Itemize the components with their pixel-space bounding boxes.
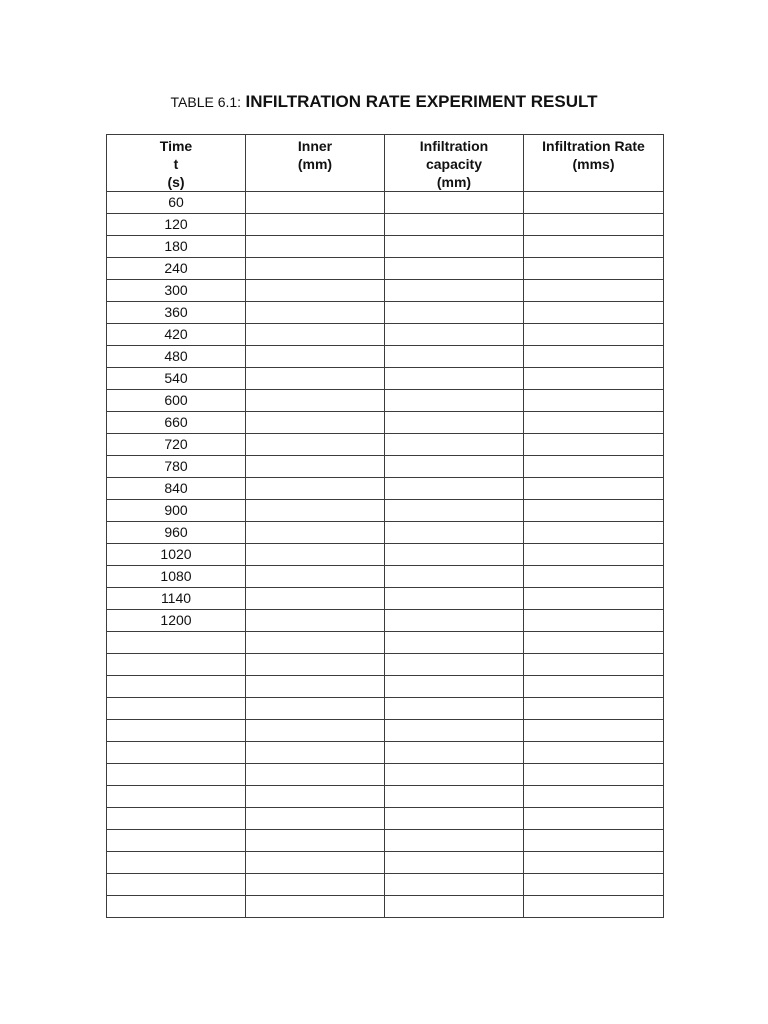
table-row — [107, 368, 664, 390]
cell-infiltration-rate — [524, 500, 664, 522]
cell-inner — [246, 830, 385, 852]
cell-infiltration-rate — [524, 654, 664, 676]
cell-time: 60 — [107, 192, 246, 214]
cell-inner — [246, 896, 385, 918]
header-time-line-3: (s) — [167, 174, 185, 190]
cell-inner — [246, 588, 385, 610]
cell-infiltration-rate — [524, 830, 664, 852]
cell-infiltration-rate — [524, 676, 664, 698]
cell-infiltration-rate — [524, 720, 664, 742]
table-row — [107, 434, 664, 456]
cell-inner — [246, 764, 385, 786]
table-row — [107, 632, 664, 654]
table-row — [107, 522, 664, 544]
cell-inner — [246, 632, 385, 654]
table-row — [107, 214, 664, 236]
table-row — [107, 720, 664, 742]
table-row — [107, 808, 664, 830]
cell-infiltration-capacity — [385, 632, 524, 654]
cell-infiltration-capacity — [385, 852, 524, 874]
cell-infiltration-capacity — [385, 346, 524, 368]
cell-inner — [246, 874, 385, 896]
cell-inner — [246, 280, 385, 302]
table-number: TABLE 6.1: — [170, 94, 242, 110]
cell-time — [107, 830, 246, 852]
cell-infiltration-rate — [524, 808, 664, 830]
cell-inner — [246, 324, 385, 346]
cell-infiltration-rate — [524, 434, 664, 456]
cell-infiltration-capacity — [385, 720, 524, 742]
cell-infiltration-rate — [524, 302, 664, 324]
table-row — [107, 654, 664, 676]
cell-time: 420 — [107, 324, 246, 346]
cell-infiltration-rate — [524, 236, 664, 258]
cell-inner — [246, 742, 385, 764]
cell-time — [107, 698, 246, 720]
table-row — [107, 786, 664, 808]
cell-infiltration-rate — [524, 852, 664, 874]
cell-inner — [246, 214, 385, 236]
header-infiltration-capacity — [385, 135, 524, 192]
cell-time — [107, 874, 246, 896]
cell-time — [107, 654, 246, 676]
cell-infiltration-capacity — [385, 302, 524, 324]
cell-inner — [246, 654, 385, 676]
cell-inner — [246, 346, 385, 368]
cell-time — [107, 852, 246, 874]
table-row — [107, 764, 664, 786]
table-row — [107, 192, 664, 214]
table-row — [107, 698, 664, 720]
table-row — [107, 544, 664, 566]
cell-infiltration-capacity — [385, 478, 524, 500]
cell-infiltration-rate — [524, 390, 664, 412]
cell-time: 600 — [107, 390, 246, 412]
cell-time: 120 — [107, 214, 246, 236]
cell-infiltration-rate — [524, 412, 664, 434]
cell-time: 1200 — [107, 610, 246, 632]
cell-infiltration-rate — [524, 764, 664, 786]
cell-infiltration-rate — [524, 874, 664, 896]
table-row — [107, 324, 664, 346]
cell-infiltration-rate — [524, 742, 664, 764]
cell-inner — [246, 808, 385, 830]
cell-time: 840 — [107, 478, 246, 500]
cell-infiltration-capacity — [385, 610, 524, 632]
cell-infiltration-rate — [524, 588, 664, 610]
cell-inner — [246, 522, 385, 544]
table-row — [107, 676, 664, 698]
cell-inner — [246, 566, 385, 588]
cell-time: 540 — [107, 368, 246, 390]
cell-infiltration-rate — [524, 368, 664, 390]
cell-infiltration-capacity — [385, 236, 524, 258]
cell-infiltration-capacity — [385, 544, 524, 566]
cell-infiltration-capacity — [385, 500, 524, 522]
cell-infiltration-capacity — [385, 764, 524, 786]
cell-infiltration-capacity — [385, 830, 524, 852]
cell-inner — [246, 412, 385, 434]
cell-infiltration-capacity — [385, 412, 524, 434]
cell-infiltration-capacity — [385, 874, 524, 896]
cell-inner — [246, 236, 385, 258]
cell-infiltration-rate — [524, 544, 664, 566]
table-row — [107, 236, 664, 258]
cell-time — [107, 786, 246, 808]
header-inner-line-1: Inner — [297, 138, 333, 154]
cell-inner — [246, 544, 385, 566]
cell-time: 660 — [107, 412, 246, 434]
cell-inner — [246, 258, 385, 280]
cell-time — [107, 896, 246, 918]
cell-infiltration-rate — [524, 478, 664, 500]
cell-time: 360 — [107, 302, 246, 324]
cell-infiltration-capacity — [385, 258, 524, 280]
cell-time: 300 — [107, 280, 246, 302]
cell-infiltration-rate — [524, 456, 664, 478]
cell-time: 900 — [107, 500, 246, 522]
table-row — [107, 874, 664, 896]
cell-infiltration-rate — [524, 896, 664, 918]
table-row — [107, 478, 664, 500]
cell-time: 480 — [107, 346, 246, 368]
header-infiltration-rate — [524, 135, 664, 192]
cell-infiltration-rate — [524, 192, 664, 214]
cell-infiltration-rate — [524, 698, 664, 720]
cell-time: 960 — [107, 522, 246, 544]
table-row — [107, 280, 664, 302]
cell-inner — [246, 478, 385, 500]
header-capacity-line-1: Infiltration — [419, 138, 489, 154]
table-row — [107, 390, 664, 412]
cell-infiltration-capacity — [385, 896, 524, 918]
cell-time: 240 — [107, 258, 246, 280]
table-row — [107, 896, 664, 918]
cell-infiltration-rate — [524, 522, 664, 544]
cell-inner — [246, 368, 385, 390]
cell-infiltration-rate — [524, 280, 664, 302]
table-title: INFILTRATION RATE EXPERIMENT RESULT — [245, 92, 598, 111]
cell-time — [107, 808, 246, 830]
header-rate-line-2: (mms) — [572, 156, 615, 172]
cell-infiltration-capacity — [385, 456, 524, 478]
cell-infiltration-capacity — [385, 368, 524, 390]
cell-infiltration-capacity — [385, 566, 524, 588]
table-row — [107, 412, 664, 434]
header-capacity-line-2: capacity — [425, 156, 483, 172]
cell-inner — [246, 500, 385, 522]
table-row — [107, 258, 664, 280]
cell-time — [107, 632, 246, 654]
cell-infiltration-rate — [524, 610, 664, 632]
table-row — [107, 588, 664, 610]
cell-infiltration-capacity — [385, 192, 524, 214]
cell-infiltration-capacity — [385, 324, 524, 346]
cell-time: 720 — [107, 434, 246, 456]
cell-inner — [246, 720, 385, 742]
cell-infiltration-capacity — [385, 698, 524, 720]
cell-inner — [246, 390, 385, 412]
header-rate-line-1: Infiltration Rate — [542, 138, 645, 154]
table-row — [107, 566, 664, 588]
cell-infiltration-capacity — [385, 522, 524, 544]
cell-infiltration-rate — [524, 214, 664, 236]
table-row — [107, 500, 664, 522]
cell-infiltration-rate — [524, 566, 664, 588]
cell-infiltration-capacity — [385, 390, 524, 412]
cell-inner — [246, 192, 385, 214]
cell-time — [107, 676, 246, 698]
header-inner — [246, 135, 385, 192]
table-caption — [0, 92, 768, 112]
cell-infiltration-capacity — [385, 786, 524, 808]
header-capacity-line-3: (mm) — [436, 174, 472, 190]
cell-infiltration-capacity — [385, 434, 524, 456]
results-table — [106, 134, 664, 918]
cell-infiltration-capacity — [385, 588, 524, 610]
cell-time — [107, 720, 246, 742]
cell-infiltration-capacity — [385, 742, 524, 764]
cell-infiltration-rate — [524, 632, 664, 654]
cell-inner — [246, 610, 385, 632]
cell-infiltration-capacity — [385, 808, 524, 830]
cell-time: 1020 — [107, 544, 246, 566]
header-row — [107, 135, 664, 192]
table-row — [107, 346, 664, 368]
header-time — [107, 135, 246, 192]
cell-time: 780 — [107, 456, 246, 478]
table-body — [107, 192, 664, 918]
cell-inner — [246, 434, 385, 456]
table-row — [107, 456, 664, 478]
cell-time — [107, 742, 246, 764]
table-row — [107, 610, 664, 632]
table-row — [107, 302, 664, 324]
cell-inner — [246, 852, 385, 874]
header-time-line-1: Time — [159, 138, 193, 154]
cell-time: 1140 — [107, 588, 246, 610]
cell-inner — [246, 302, 385, 324]
header-time-line-2: t — [173, 156, 179, 172]
table-row — [107, 742, 664, 764]
header-inner-line-2: (mm) — [297, 156, 333, 172]
cell-time: 180 — [107, 236, 246, 258]
cell-inner — [246, 786, 385, 808]
cell-infiltration-rate — [524, 346, 664, 368]
cell-infiltration-capacity — [385, 676, 524, 698]
cell-infiltration-rate — [524, 786, 664, 808]
cell-infiltration-capacity — [385, 654, 524, 676]
cell-inner — [246, 456, 385, 478]
table-row — [107, 830, 664, 852]
cell-infiltration-capacity — [385, 214, 524, 236]
cell-infiltration-capacity — [385, 280, 524, 302]
cell-inner — [246, 698, 385, 720]
cell-infiltration-rate — [524, 258, 664, 280]
cell-infiltration-rate — [524, 324, 664, 346]
table-row — [107, 852, 664, 874]
cell-inner — [246, 676, 385, 698]
cell-time: 1080 — [107, 566, 246, 588]
cell-time — [107, 764, 246, 786]
